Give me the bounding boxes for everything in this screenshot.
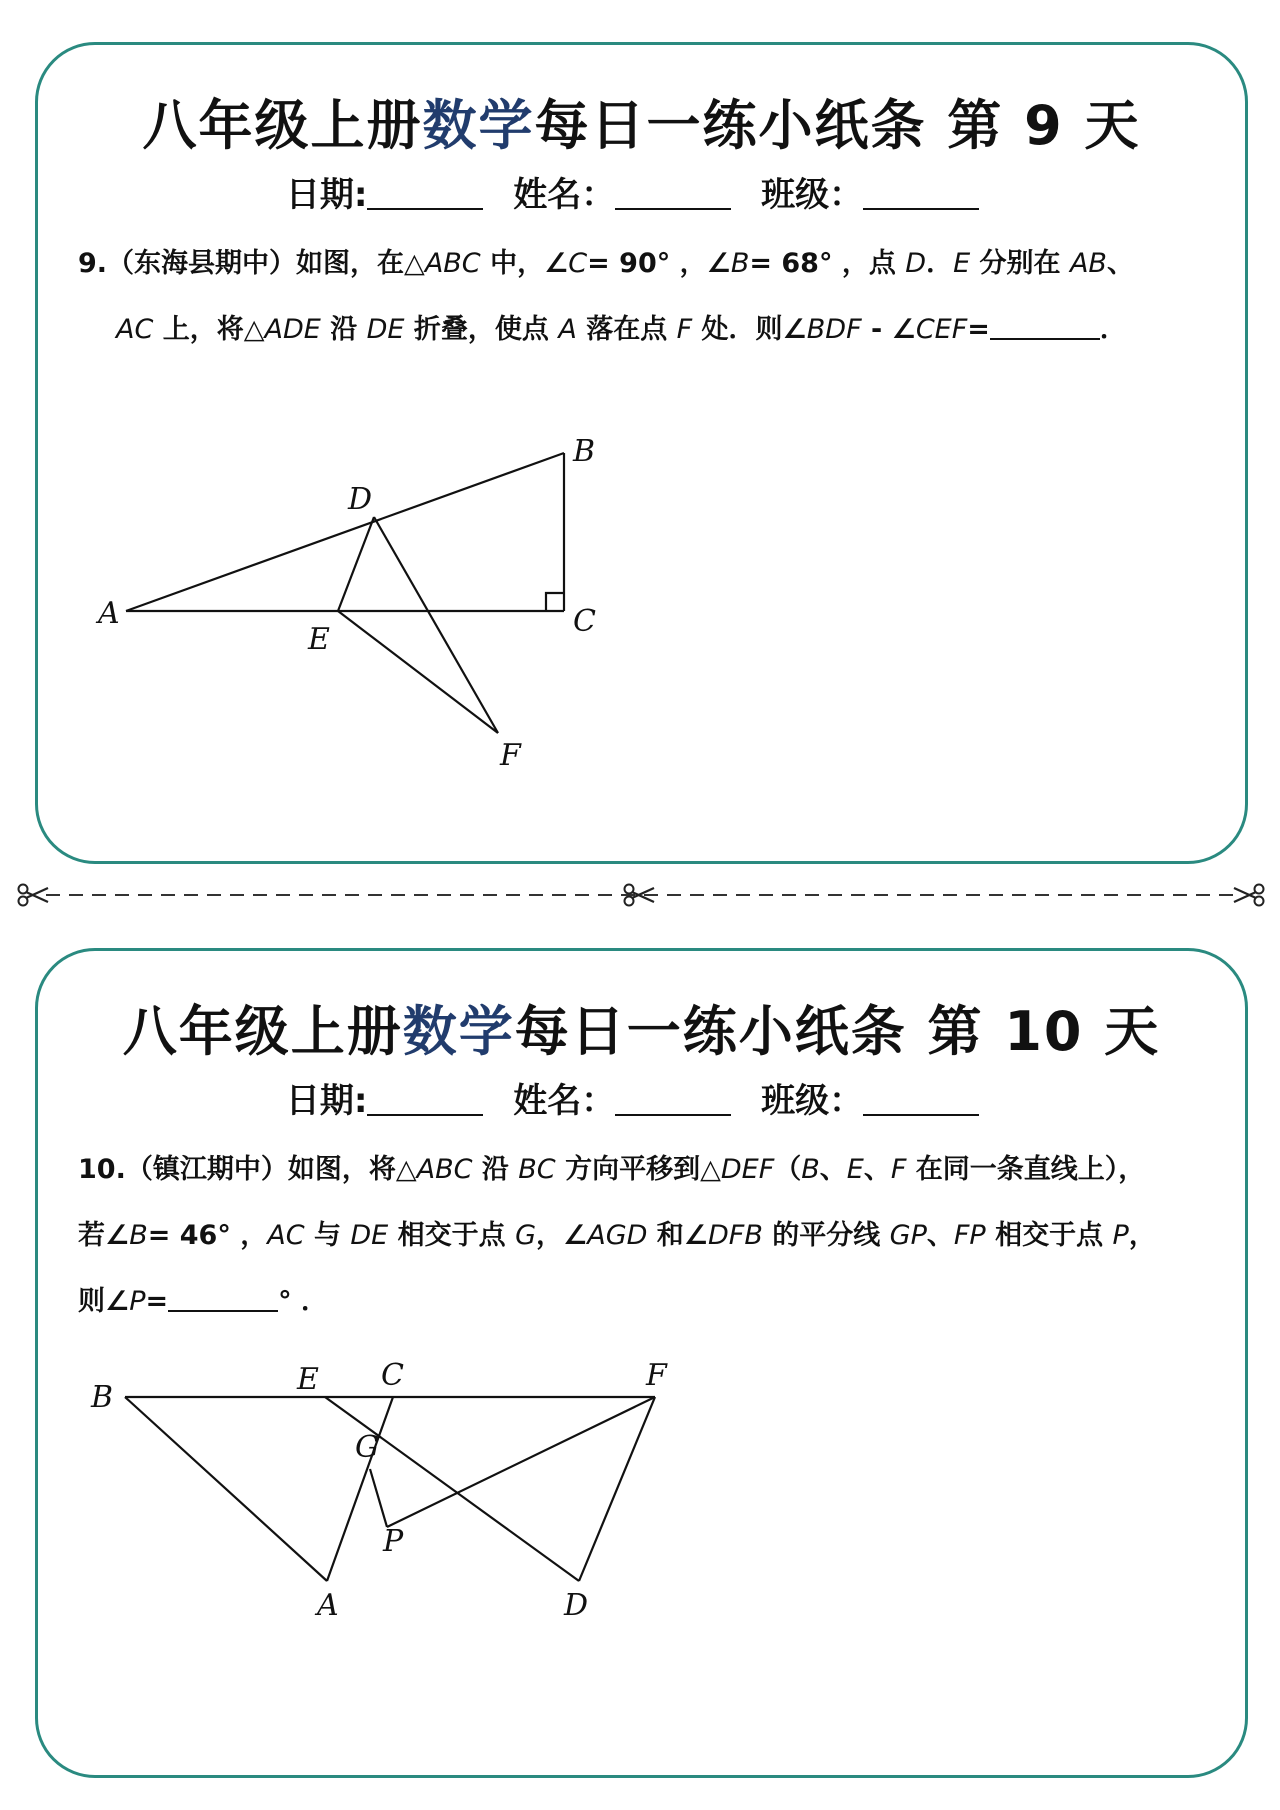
student-info-row <box>38 167 1245 216</box>
question-9-text <box>78 231 1215 363</box>
label-d: D <box>348 482 373 517</box>
right-angle-mark <box>546 593 564 611</box>
figure-translated-triangles <box>83 1351 723 1751</box>
class-label: 班级： <box>761 175 864 215</box>
label-d: D <box>564 1588 589 1623</box>
student-info-row <box>38 1073 1245 1122</box>
answer-blank[interactable] <box>990 312 1100 340</box>
label-c: C <box>573 604 596 639</box>
segment-gp <box>370 1469 387 1527</box>
scissors-icon <box>19 885 49 906</box>
label-c: C <box>381 1358 404 1393</box>
page-title: 八年级上册数学每日一练小纸条 第 10 天 <box>122 1000 1161 1063</box>
figure-triangle-fold <box>88 425 688 845</box>
label-p: P <box>383 1524 404 1559</box>
question-line: 若∠B= 46° ，AC 与 DE 相交于点 G，∠AGD 和∠DFB 的平分线 GP、FP 相交于点 P， <box>78 1220 1156 1251</box>
date-field[interactable] <box>367 178 483 210</box>
segment-ed <box>325 1397 579 1581</box>
segment-ef <box>338 611 498 733</box>
question-line: 9.（东海县期中）如图，在△ABC 中，∠C= 90° ，∠B= 68° ，点 D．E 分别在 AB、 <box>78 248 1134 279</box>
segment-df <box>579 1397 655 1581</box>
label-e: E <box>297 1362 319 1397</box>
name-field[interactable] <box>615 1084 731 1116</box>
cut-line <box>0 880 1280 910</box>
segment-de <box>338 517 374 611</box>
question-line: AC 上，将△ADE 沿 DE 折叠，使点 A 落在点 F 处．则∠BDF - ∠CEF= ． <box>116 314 1127 345</box>
worksheet-card-day-10 <box>35 948 1248 1778</box>
name-field[interactable] <box>615 178 731 210</box>
label-a: A <box>98 596 120 631</box>
answer-blank[interactable] <box>168 1284 278 1312</box>
label-f: F <box>646 1358 667 1393</box>
name-label: 姓名： <box>513 1081 616 1121</box>
question-line: 则∠P= ° ． <box>78 1286 329 1317</box>
name-label: 姓名： <box>513 175 616 215</box>
page-title: 八年级上册数学每日一练小纸条 第 9 天 <box>142 94 1141 157</box>
class-label: 班级： <box>761 1081 864 1121</box>
label-a: A <box>317 1588 339 1623</box>
label-b: B <box>573 434 596 469</box>
segment-ba <box>125 1397 327 1581</box>
class-field[interactable] <box>863 178 979 210</box>
label-b: B <box>91 1380 114 1415</box>
date-label: 日期: <box>285 1081 368 1121</box>
label-f: F <box>500 738 521 773</box>
date-field[interactable] <box>367 1084 483 1116</box>
date-label: 日期: <box>285 175 368 215</box>
question-line: 10.（镇江期中）如图，将△ABC 沿 BC 方向平移到△DEF（B、E、F 在同一条直线上）， <box>78 1154 1146 1185</box>
label-e: E <box>308 622 330 657</box>
segment-ab <box>126 453 564 611</box>
class-field[interactable] <box>863 1084 979 1116</box>
segment-df <box>374 517 498 733</box>
question-10-text <box>78 1137 1215 1335</box>
segment-fp <box>387 1397 655 1527</box>
worksheet-card-day-9 <box>35 42 1248 864</box>
label-g: G <box>355 1430 379 1465</box>
scissors-icon <box>1234 885 1264 906</box>
